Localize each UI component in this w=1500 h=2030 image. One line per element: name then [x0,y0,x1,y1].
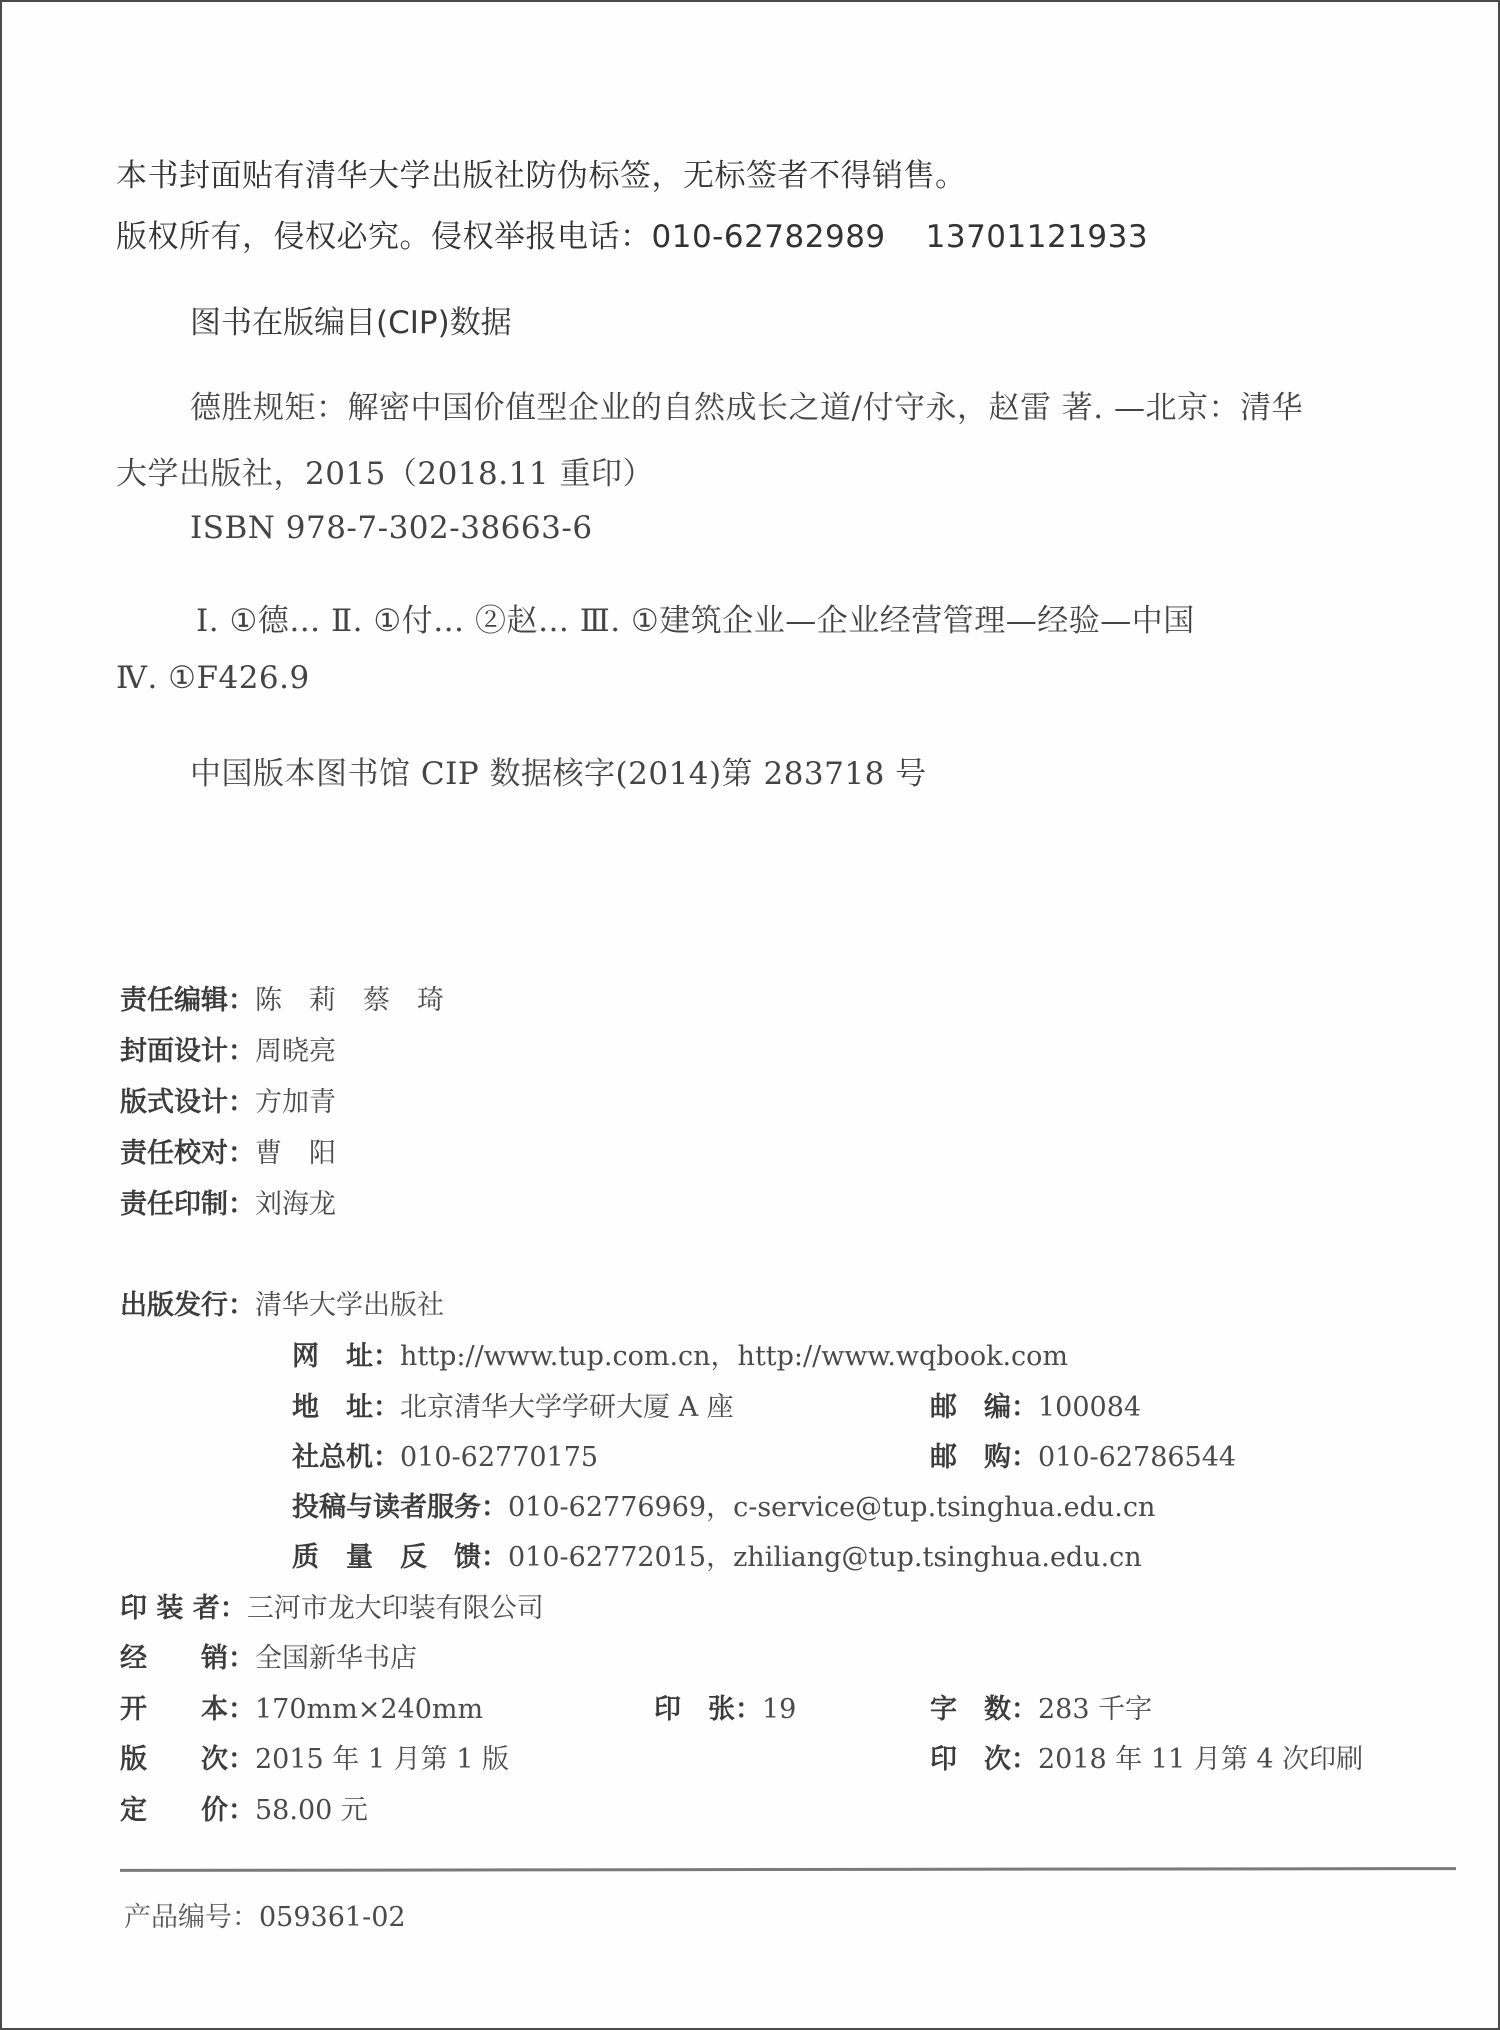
address-value: 北京清华大学学研大厦 A 座 [400,1392,734,1423]
report-phone-1: 010-62782989 [651,219,886,255]
quality-feedback-value[interactable]: 010-62772015，zhiliang@tup.tsinghua.edu.cn [508,1542,1142,1573]
publisher-mail-order [930,1435,1236,1474]
reader-service-label: 投稿与读者服务： [292,1492,508,1523]
credit-print-supervisor [120,1182,336,1221]
publisher-reader-service [292,1485,1155,1524]
printer-label: 印 装 者： [120,1593,247,1624]
website-label: 网 址： [292,1341,400,1372]
credit-responsible-editor [120,978,444,1017]
credit-label: 责任校对： [120,1138,255,1169]
edition-label: 版 次： [120,1744,255,1775]
sheets-value: 19 [762,1694,797,1725]
publisher-value: 清华大学出版社 [255,1290,444,1321]
address-label: 地 址： [292,1392,400,1423]
credit-label: 版式设计： [120,1087,255,1118]
printer-value: 三河市龙大印装有限公司 [246,1593,544,1624]
format [120,1687,483,1726]
word-count-label: 字 数： [930,1694,1038,1725]
format-label: 开 本： [120,1694,255,1725]
impression-label: 印 次： [930,1744,1038,1775]
cip-title-line-2: 大学出版社，2015（2018.11 重印） [116,456,654,492]
edition-value: 2015 年 1 月第 1 版 [255,1744,509,1775]
cip-title-line-1: 德胜规矩：解密中国价值型企业的自然成长之道/付守永，赵雷 著. —北京：清华 [190,390,1304,426]
price-label: 定 价： [120,1795,255,1826]
edition [120,1737,509,1776]
credit-label: 责任印制： [120,1189,255,1220]
publisher-address [292,1385,734,1424]
cip-classification-line-2: Ⅳ. ①F426.9 [116,660,310,696]
distributor-value: 全国新华书店 [255,1643,417,1674]
website-links[interactable]: http://www.tup.com.cn，http://www.wqbook.com [400,1341,1069,1372]
mail-order-value: 010-62786544 [1038,1442,1237,1473]
publisher-postcode [930,1385,1141,1424]
copyright-notice-text: 版权所有，侵权必究。侵权举报电话： [116,219,652,255]
price-value: 58.00 元 [255,1795,368,1826]
separator-line [120,1867,1456,1872]
word-count [930,1687,1152,1726]
cip-isbn: ISBN 978-7-302-38663-6 [190,510,593,546]
quality-feedback-label: 质 量 反 馈： [292,1542,508,1573]
credit-label: 封面设计： [120,1036,255,1067]
distributor-label: 经 销： [120,1643,255,1674]
price [120,1788,368,1827]
impression-value: 2018 年 11 月第 4 次印刷 [1038,1744,1364,1775]
mail-order-label: 邮 购： [930,1442,1038,1473]
printer [120,1586,544,1625]
credit-label: 责任编辑： [120,985,255,1016]
credit-value: 方加青 [255,1087,336,1118]
postcode-value: 100084 [1038,1392,1142,1423]
product-code-label: 产品编号： [124,1902,259,1933]
credit-cover-design [120,1029,336,1068]
cip-heading: 图书在版编目(CIP)数据 [190,305,512,341]
credit-proofreader [120,1131,336,1170]
publisher-quality-feedback [292,1535,1142,1574]
publisher [120,1283,444,1322]
format-value: 170mm×240mm [255,1694,484,1725]
credit-value: 曹 阳 [255,1138,336,1169]
credit-value: 陈 莉 蔡 琦 [255,985,444,1016]
credit-value: 刘海龙 [255,1189,336,1220]
sheets-label: 印 张： [654,1694,762,1725]
postcode-label: 邮 编： [930,1392,1038,1423]
copyright-notice [116,211,1148,256]
credit-value: 周晓亮 [255,1036,336,1067]
distributor [120,1636,417,1675]
credit-layout-design [120,1080,336,1119]
cip-record-number: 中国版本图书馆 CIP 数据核字(2014)第 283718 号 [190,756,927,792]
publisher-website [292,1334,1068,1373]
switchboard-value: 010-62770175 [400,1442,599,1473]
product-code-value: 059361-02 [259,1902,406,1933]
publisher-switchboard [292,1435,598,1474]
word-count-value: 283 千字 [1038,1694,1153,1725]
reader-service-value[interactable]: 010-62776969，c-service@tup.tsinghua.edu.cn [508,1492,1156,1523]
publisher-label: 出版发行： [120,1290,255,1321]
switchboard-label: 社总机： [292,1442,400,1473]
report-phone-2: 13701121933 [925,219,1149,255]
anti-counterfeit-notice: 本书封面贴有清华大学出版社防伪标签，无标签者不得销售。 [116,158,967,194]
cip-classification-line-1: Ⅰ. ①德… Ⅱ. ①付… ②赵… Ⅲ. ①建筑企业—企业经营管理—经验—中国 [196,603,1195,639]
impression [930,1737,1363,1776]
product-code [124,1895,406,1934]
printed-sheets [654,1687,796,1726]
